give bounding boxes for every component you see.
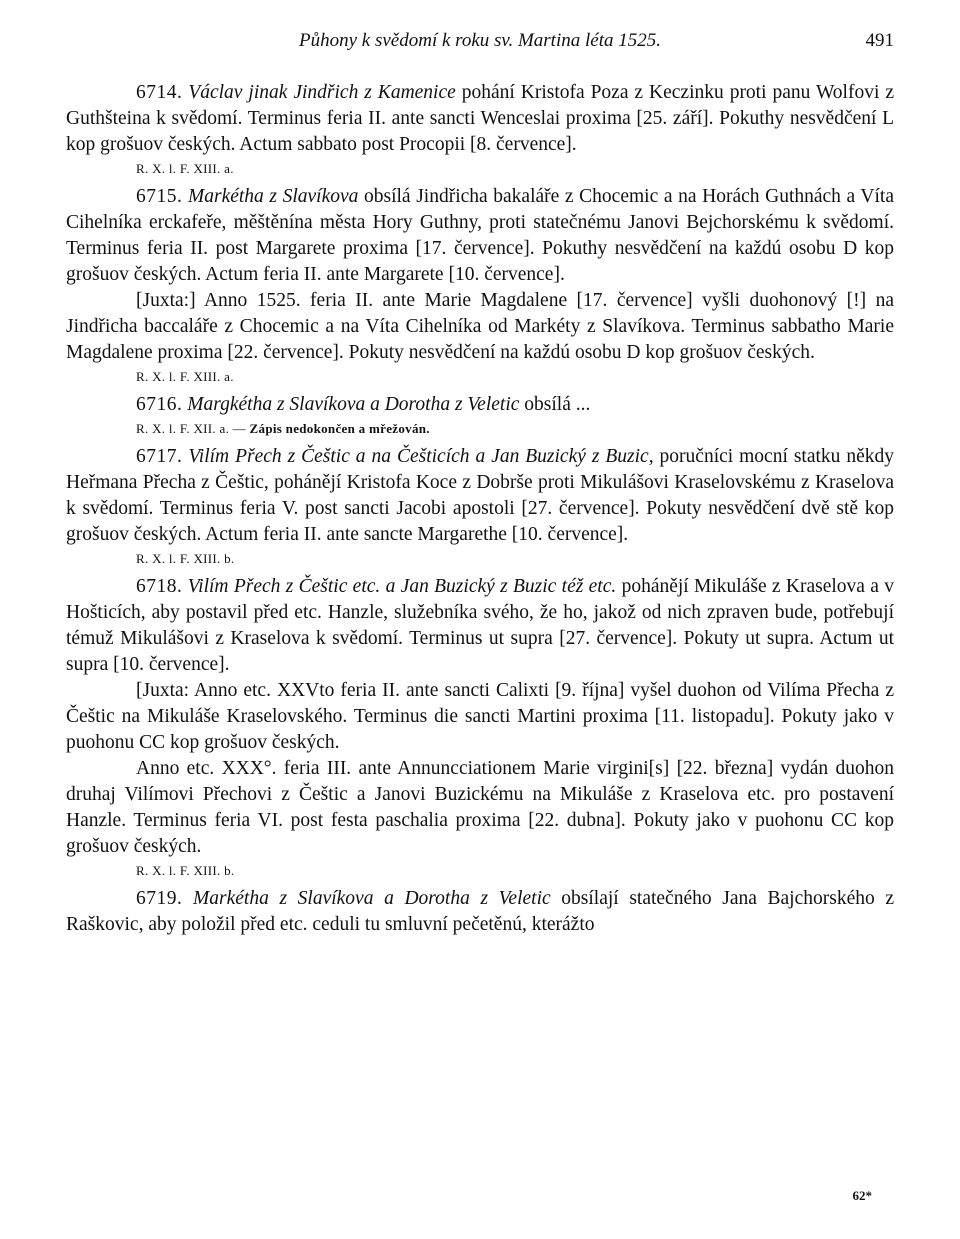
entry-number: 6715. (136, 186, 183, 207)
archive-signature: R. X. l. F. XIII. b. (136, 863, 235, 878)
entry-number: 6718. (136, 576, 183, 597)
entry-number: 6717. (136, 446, 183, 467)
entry-number: 6714. (136, 82, 183, 103)
entry-paragraph (66, 80, 894, 158)
entry-paragraph (66, 886, 894, 938)
entry-names: Margkétha z Slavíkova a Dorotha z Veletic (187, 394, 520, 415)
document-body (66, 80, 894, 938)
running-header (66, 30, 894, 60)
archive-signature: R. X. l. F. XIII. a. (136, 369, 234, 384)
juxta-paragraph: [Juxta: Anno etc. XXVto feria II. ante sancti Calixti [9. října] vyšel duohon od Vilíma Přecha z Češtic na Mikuláše Kraselovského. Terminus die sancti Martini proxima [11. listopadu]. Pokuty jako v puohonu CC kop grošuov českých. (66, 680, 894, 753)
entry-text: pohánějí Mikuláše z Kraselova a v Hošticích, aby postavil před etc. Hanzle, služebníka svého, že ho, jakož od nich zpraven bude, potřebují témuž Mikulášovi z Kraselova k svědomí. Terminus ut supra [27. července]. Pokuty ut supra. Actum ut supra [10. července]. (66, 576, 895, 675)
page-number: 491 (865, 30, 894, 51)
juxta-paragraph: [Juxta:] Anno 1525. feria II. ante Marie Magdalene [17. července] vyšli duohonový [!] na Jindřicha baccaláře z Chocemic a na Víta Cihelníka od Markéty z Slavíkova. Terminus sabbatho Marie Magdalene proxima [22. července]. Pokuty nesvědčení na každú osobu D kop grošuov českých. (66, 290, 894, 363)
entry-names: Markétha z Slavíkova (187, 186, 359, 207)
entry-paragraph (66, 444, 894, 548)
entry-text: poručníci mocní statku někdy Heřmana Přecha z Češtic, pohánějí Kristofa Koce z Dobrše proti Mikulášovi Kraselovskému z Kraselova k svědomí. Terminus feria V. post sancti Jacobi apostoli [27. července]. Pokuty nesvědčení dvě stě kop grošuov českých. Actum feria II. ante sancte Margarethe [10. července]. (66, 446, 895, 545)
entry-number: 6719. (136, 888, 183, 909)
printer-signature-mark: 62* (852, 1188, 872, 1203)
running-title: Půhony k svědomí k roku sv. Martina léta 1525. (299, 30, 661, 51)
editor-note: Zápis nedokončen a mřežován. (249, 421, 430, 436)
entry-paragraph (66, 184, 894, 288)
signature-text: R. X. l. F. XII. a. — (136, 421, 246, 436)
archive-signature (66, 418, 894, 440)
juxta-paragraph-second: Anno etc. XXX°. feria III. ante Annuncciationem Marie virgini[s] [22. března] vydán duohon druhaj Vilímovi Přechovi z Češtic a Janovi Buzickému na Mikuláše z Kraselova etc. pro postavení Hanzle. Terminus feria VI. post festa paschalia proxima [22. dubna]. Pokuty jako v puohonu CC kop grošuov českých. (66, 758, 894, 857)
entry-number: 6716. (136, 394, 183, 415)
entry-names: Václav jinak Jindřich z Kamenice (188, 82, 456, 103)
entry-names: Vilím Přech z Češtic a na Češticích a Jan Buzický z Buzic, (188, 446, 654, 467)
entry-text: obsílá ... (519, 394, 591, 415)
entry-text: obsílá Jindřicha bakaláře z Chocemic a na Horách Guthnách a Víta Cihelníka erckafeře, měštěnína města Hory Guthny, proti statečnému Janovi Bejchorskému k svědomí. Terminus feria II. post Margarete proxima [17. července]. Pokuthy nesvědčení na každú osobu D kop grošuov českých. Actum feria II. ante Margarete [10. července]. (66, 186, 895, 285)
archive-signature: R. X. l. F. XIII. b. (136, 551, 235, 566)
entry-names: Markétha z Slavíkova a Dorotha z Veletic (193, 888, 551, 909)
entry-paragraph (66, 392, 894, 418)
entry-names: Vilím Přech z Češtic etc. a Jan Buzický z Buzic též etc. (187, 576, 617, 597)
archive-signature: R. X. l. F. XIII. a. (136, 161, 234, 176)
entry-text: obsílají statečného Jana Bajchorského z Raškovic, aby položil před etc. ceduli tu smluvní pečetěnú, kterážto (66, 888, 895, 935)
entry-text: pohání Kristofa Poza z Keczinku proti panu Wolfovi z Guthšteina k svědomí. Terminus feria II. ante sancti Wenceslai proxima [25. září]. Pokuthy nesvědčení L kop grošuov českých. Actum sabbato post Procopii [8. července]. (66, 82, 894, 155)
entry-paragraph (66, 574, 894, 678)
